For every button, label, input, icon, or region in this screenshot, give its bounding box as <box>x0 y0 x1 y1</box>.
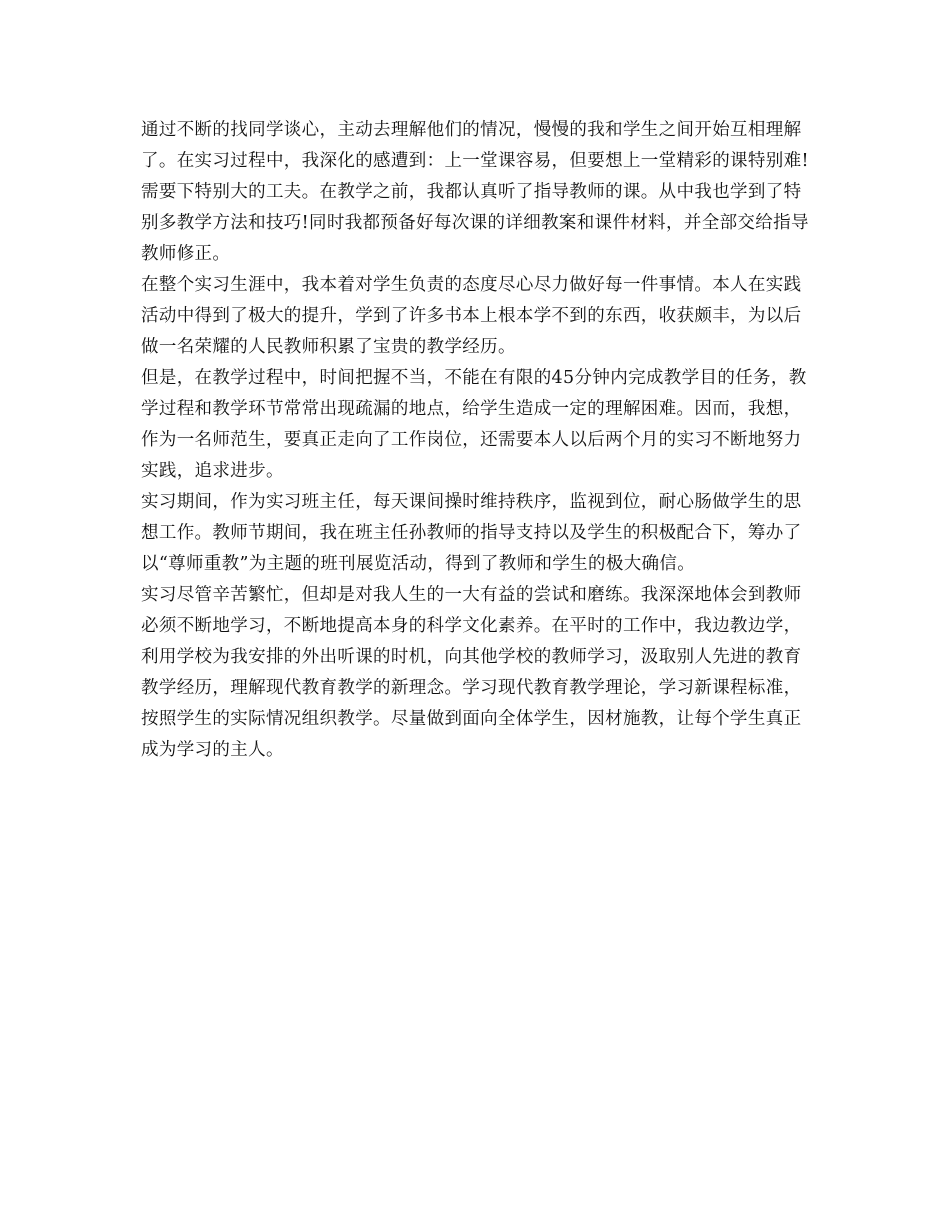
paragraph-3: 但是，在教学过程中，时间把握不当，不能在有限的45分钟内完成教学目的任务，教学过程和教学环节常常出现疏漏的地点，给学生造成一定的理解困难。因而，我想，作为一名师范生，要真正走向了工作岗位，还需要本人以后两个月的实习不断地努力实践，追求进步。 <box>141 368 807 481</box>
paragraph-5: 实习尽管辛苦繁忙，但却是对我人生的一大有益的尝试和磨练。我深深地体会到教师必须不断地学习，不断地提高本身的科学文化素养。在平时的工作中，我边教边学，利用学校为我安排的外出听课的时机，向其他学校的教师学习，汲取别人先进的教育教学经历，理解现代教育教学的新理念。学习现代教育教学理论，学习新课程标准，按照学生的实际情况组织教学。尽量做到面向全体学生，因材施教，让每个学生真正成为学习的主人。 <box>141 585 802 760</box>
paragraph-1: 通过不断的找同学谈心，主动去理解他们的情况，慢慢的我和学生之间开始互相理解了。在实习过程中，我深化的感遭到：上一堂课容易，但要想上一堂精彩的课特别难!需要下特别大的工夫。在教学之前，我都认真听了指导教师的课。从中我也学到了特别多教学方法和技巧!同时我都预备好每次课的详细教案和课件材料，并全部交给指导教师修正。 <box>141 120 809 264</box>
paragraph-4: 实习期间，作为实习班主任，每天课间操时维持秩序，监视到位，耐心肠做学生的思想工作。教师节期间，我在班主任孙教师的指导支持以及学生的积极配合下，筹办了以“尊师重教”为主题的班刊展览活动，得到了教师和学生的极大确信。 <box>141 492 802 574</box>
paragraph-2: 在整个实习生涯中，我本着对学生负责的态度尽心尽力做好每一件事情。本人在实践活动中得到了极大的提升，学到了许多书本上根本学不到的东西，收获颇丰，为以后做一名荣耀的人民教师积累了宝贵的教学经历。 <box>141 275 802 357</box>
document-body <box>141 115 816 766</box>
